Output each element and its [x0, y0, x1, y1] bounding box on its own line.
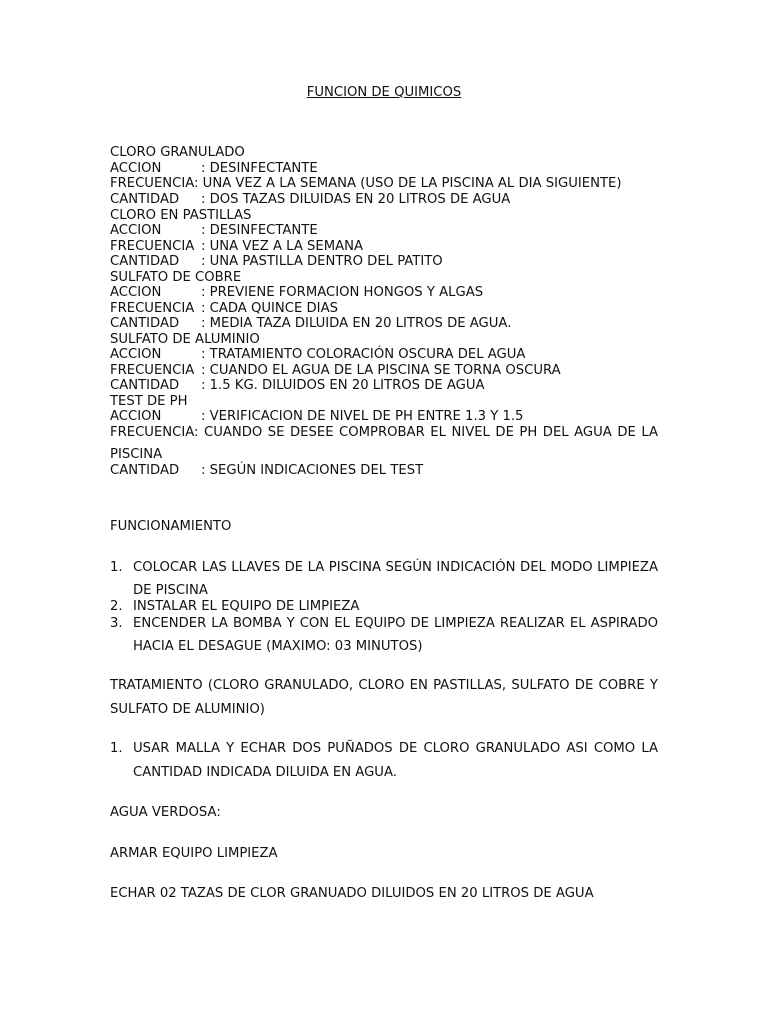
- cantidad-label: CANTIDAD: [110, 462, 180, 478]
- tratamiento-list: [110, 737, 658, 785]
- agua-verdosa-heading: AGUA VERDOSA:: [110, 805, 221, 820]
- funcionamiento-heading: FUNCIONAMIENTO: [110, 519, 232, 534]
- frecuencia-row: FRECUENCIA: CUANDO SE DESEE COMPROBAR EL NIVEL DE PH DEL AGUA DE LA PISCINA: [110, 424, 658, 462]
- cantidad-row: CANTIDAD : UNA PASTILLA DENTRO DEL PATITO: [110, 254, 443, 269]
- accion-row: ACCION : TRATAMIENTO COLORACIÓN OSCURA DEL AGUA: [110, 347, 526, 362]
- cantidad-row: CANTIDAD : 1.5 KG. DILUIDOS EN 20 LITROS DE AGUA: [110, 378, 485, 393]
- accion-label: ACCION: [110, 409, 162, 424]
- funcionamiento-list: [110, 556, 658, 658]
- accion-value: VERIFICACION DE NIVEL DE PH ENTRE 1.3 Y 1.5: [209, 409, 524, 424]
- agua-verdosa-line: ARMAR EQUIPO LIMPIEZA: [110, 846, 278, 861]
- frecuencia-label: FRECUENCIA: [110, 300, 195, 316]
- frecuencia-label: FRECUENCIA: [110, 176, 195, 191]
- frecuencia-row: FRECUENCIA: UNA VEZ A LA SEMANA (USO DE LA PISCINA AL DIA SIGUIENTE): [110, 176, 622, 191]
- cantidad-label: CANTIDAD: [110, 378, 180, 393]
- tratamiento-heading: TRATAMIENTO (CLORO GRANULADO, CLORO EN PASTILLAS, SULFATO DE COBRE Y SULFATO DE ALUMINIO): [110, 678, 658, 717]
- list-item: [110, 612, 658, 658]
- accion-value: DESINFECTANTE: [209, 223, 318, 238]
- cantidad-value: UNA PASTILLA DENTRO DEL PATITO: [209, 254, 443, 269]
- chemical-name: SULFATO DE COBRE: [110, 269, 242, 285]
- cantidad-label: CANTIDAD: [110, 192, 180, 207]
- chemical-name: CLORO EN PASTILLAS: [110, 207, 252, 223]
- cantidad-value: SEGÚN INDICACIONES DEL TEST: [209, 462, 424, 478]
- list-item-text: USAR MALLA Y ECHAR DOS PUÑADOS DE CLORO GRANULADO ASI COMO LA CANTIDAD INDICADA DILUIDA EN AGUA.: [133, 741, 658, 780]
- chemical-name: TEST DE PH: [110, 393, 188, 409]
- cantidad-row: CANTIDAD : MEDIA TAZA DILUIDA EN 20 LITROS DE AGUA.: [110, 316, 512, 331]
- frecuencia-value: CUANDO EL AGUA DE LA PISCINA SE TORNA OSCURA: [209, 362, 561, 378]
- cantidad-value: MEDIA TAZA DILUIDA EN 20 LITROS DE AGUA.: [209, 316, 512, 331]
- cantidad-value: DOS TAZAS DILUIDAS EN 20 LITROS DE AGUA: [209, 192, 511, 207]
- chemical-name: SULFATO DE ALUMINIO: [110, 331, 260, 347]
- cantidad-label: CANTIDAD: [110, 316, 180, 331]
- list-item: [110, 737, 658, 785]
- list-item-text: COLOCAR LAS LLAVES DE LA PISCINA SEGÚN INDICACIÓN DEL MODO LIMPIEZA DE PISCINA: [133, 560, 658, 598]
- accion-row: ACCION : VERIFICACION DE NIVEL DE PH ENTRE 1.3 Y 1.5: [110, 409, 524, 424]
- accion-label: ACCION: [110, 347, 162, 362]
- frecuencia-value: UNA VEZ A LA SEMANA: [209, 238, 364, 254]
- accion-row: ACCION : DESINFECTANTE: [110, 160, 318, 176]
- frecuencia-value: UNA VEZ A LA SEMANA (USO DE LA PISCINA AL DIA SIGUIENTE): [202, 176, 622, 191]
- accion-row: ACCION : PREVIENE FORMACION HONGOS Y ALGAS: [110, 285, 484, 300]
- accion-row: ACCION : DESINFECTANTE: [110, 223, 318, 238]
- frecuencia-label: FRECUENCIA: [110, 238, 195, 254]
- list-item: [110, 556, 658, 602]
- accion-label: ACCION: [110, 285, 162, 300]
- list-number: 1.: [110, 741, 123, 756]
- cantidad-value: 1.5 KG. DILUIDOS EN 20 LITROS DE AGUA: [209, 378, 485, 393]
- list-number: 3.: [110, 615, 123, 631]
- list-item-text: ENCENDER LA BOMBA Y CON EL EQUIPO DE LIMPIEZA REALIZAR EL ASPIRADO HACIA EL DESAGUE (MAXIMO: 03 MINUTOS): [133, 615, 658, 654]
- frecuencia-label: FRECUENCIA: [110, 424, 195, 440]
- frecuencia-row: FRECUENCIA : UNA VEZ A LA SEMANA: [110, 238, 364, 254]
- cantidad-label: CANTIDAD: [110, 254, 180, 269]
- chemicals-section: [110, 145, 658, 478]
- accion-value: TRATAMIENTO COLORACIÓN OSCURA DEL AGUA: [209, 347, 526, 362]
- accion-value: DESINFECTANTE: [209, 160, 318, 176]
- accion-value: PREVIENE FORMACION HONGOS Y ALGAS: [209, 285, 484, 300]
- frecuencia-row: FRECUENCIA : CADA QUINCE DIAS: [110, 300, 338, 316]
- chemical-name: CLORO GRANULADO: [110, 145, 245, 160]
- frecuencia-label: FRECUENCIA: [110, 362, 195, 378]
- cantidad-row: CANTIDAD : SEGÚN INDICACIONES DEL TEST: [110, 462, 424, 478]
- frecuencia-value: CADA QUINCE DIAS: [209, 300, 338, 316]
- list-number: 1.: [110, 560, 123, 575]
- list-number: 2.: [110, 599, 123, 614]
- agua-verdosa-line: ECHAR 02 TAZAS DE CLOR GRANUADO DILUIDOS EN 20 LITROS DE AGUA: [110, 886, 594, 901]
- accion-label: ACCION: [110, 160, 162, 176]
- document-title: FUNCION DE QUIMICOS: [306, 85, 462, 100]
- cantidad-row: CANTIDAD : DOS TAZAS DILUIDAS EN 20 LITROS DE AGUA: [110, 192, 511, 207]
- frecuencia-row: FRECUENCIA : CUANDO EL AGUA DE LA PISCINA SE TORNA OSCURA: [110, 362, 561, 378]
- accion-label: ACCION: [110, 223, 162, 238]
- frecuencia-value: CUANDO SE DESEE COMPROBAR EL NIVEL DE PH DEL AGUA DE LA PISCINA: [110, 424, 658, 462]
- list-item-text: INSTALAR EL EQUIPO DE LIMPIEZA: [133, 599, 360, 614]
